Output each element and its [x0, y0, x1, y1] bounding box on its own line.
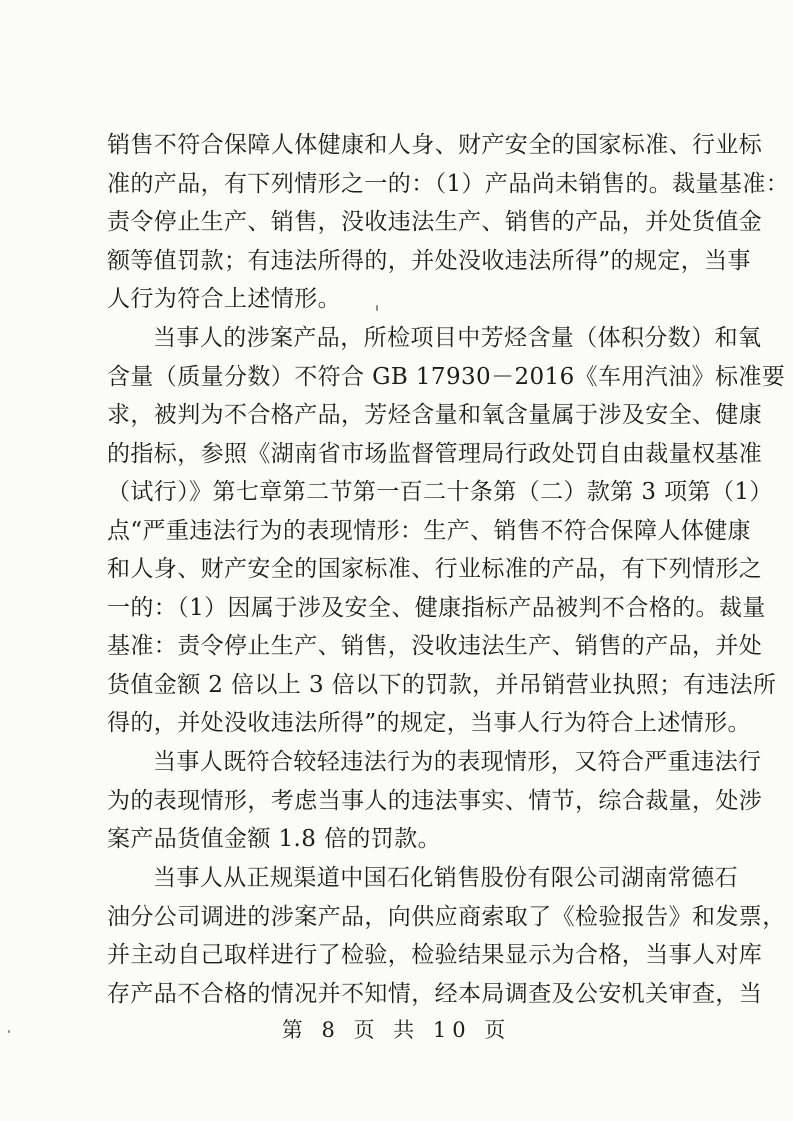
page-number-footer: 第 8 页 共 10 页	[281, 1018, 512, 1042]
text-line: 当事人从正规渠道中国石化销售股份有限公司湖南常德石	[153, 865, 738, 891]
text-line: 得的，并处没收违法所得”的规定，当事人行为符合上述情形。	[107, 710, 751, 736]
scan-speck	[8, 1030, 10, 1033]
paragraph-4	[107, 859, 786, 1013]
text-line: （试行）》第七章第二节第一百二十条第（二）款第 3 项第（1）	[107, 479, 773, 505]
text-line: 求，被判为不合格产品，芳烃含量和氧含量属于涉及安全、健康	[107, 402, 763, 428]
text-line: 责令停止生产、销售，没收违法生产、销售的产品，并处货值金	[107, 209, 763, 235]
paragraph-1	[107, 126, 790, 319]
text-line: 存产品不合格的情况并不知情，经本局调查及公安机关审查，当	[107, 980, 763, 1007]
text-line: 准的产品，有下列情形之一的：（1）产品尚未销售的。裁量基准：	[107, 170, 790, 197]
text-line: 并主动自己取样进行了检验，检验结果显示为合格，当事人对库	[107, 942, 763, 968]
text-line: 一的：（1）因属于涉及安全、健康指标产品被判不合格的。裁量	[107, 594, 766, 621]
text-line: 案产品货值金额 1.8 倍的罚款。	[107, 826, 441, 852]
text-line: 当事人的涉案产品，所检项目中芳烃含量（体积分数）和氧	[153, 325, 762, 351]
text-line: 货值金额 2 倍以上 3 倍以下的罚款，并吊销营业执照；有违法所	[107, 671, 777, 698]
text-line: 为的表现情形，考虑当事人的违法事实、情节，综合裁量，处涉	[107, 787, 763, 814]
paragraph-3	[107, 743, 763, 859]
text-line: 人行为符合上述情形。	[107, 286, 341, 312]
text-line: 和人身、财产安全的国家标准、行业标准的产品，有下列情形之	[107, 556, 763, 582]
text-line: 含量（质量分数）不符合 GB 17930－2016《车用汽油》标准要	[107, 363, 786, 390]
text-line: 点“严重违法行为的表现情形：生产、销售不符合保障人体健康	[107, 517, 751, 544]
text-line: 油分公司调进的涉案产品，向供应商索取了《检验报告》和发票，	[107, 903, 786, 930]
text-line: 额等值罚款；有违法所得的，并处没收违法所得”的规定，当事	[107, 247, 751, 274]
scan-speck	[376, 305, 378, 311]
text-line: 基准：责令停止生产、销售，没收违法生产、销售的产品，并处	[107, 633, 763, 659]
text-line: 的指标，参照《湖南省市场监督管理局行政处罚自由裁量权基准	[107, 440, 763, 467]
text-line: 当事人既符合较轻违法行为的表现情形，又符合严重违法行	[153, 749, 762, 775]
text-line: 销售不符合保障人体健康和人身、财产安全的国家标准、行业标	[107, 132, 763, 158]
paragraph-2	[107, 319, 786, 743]
